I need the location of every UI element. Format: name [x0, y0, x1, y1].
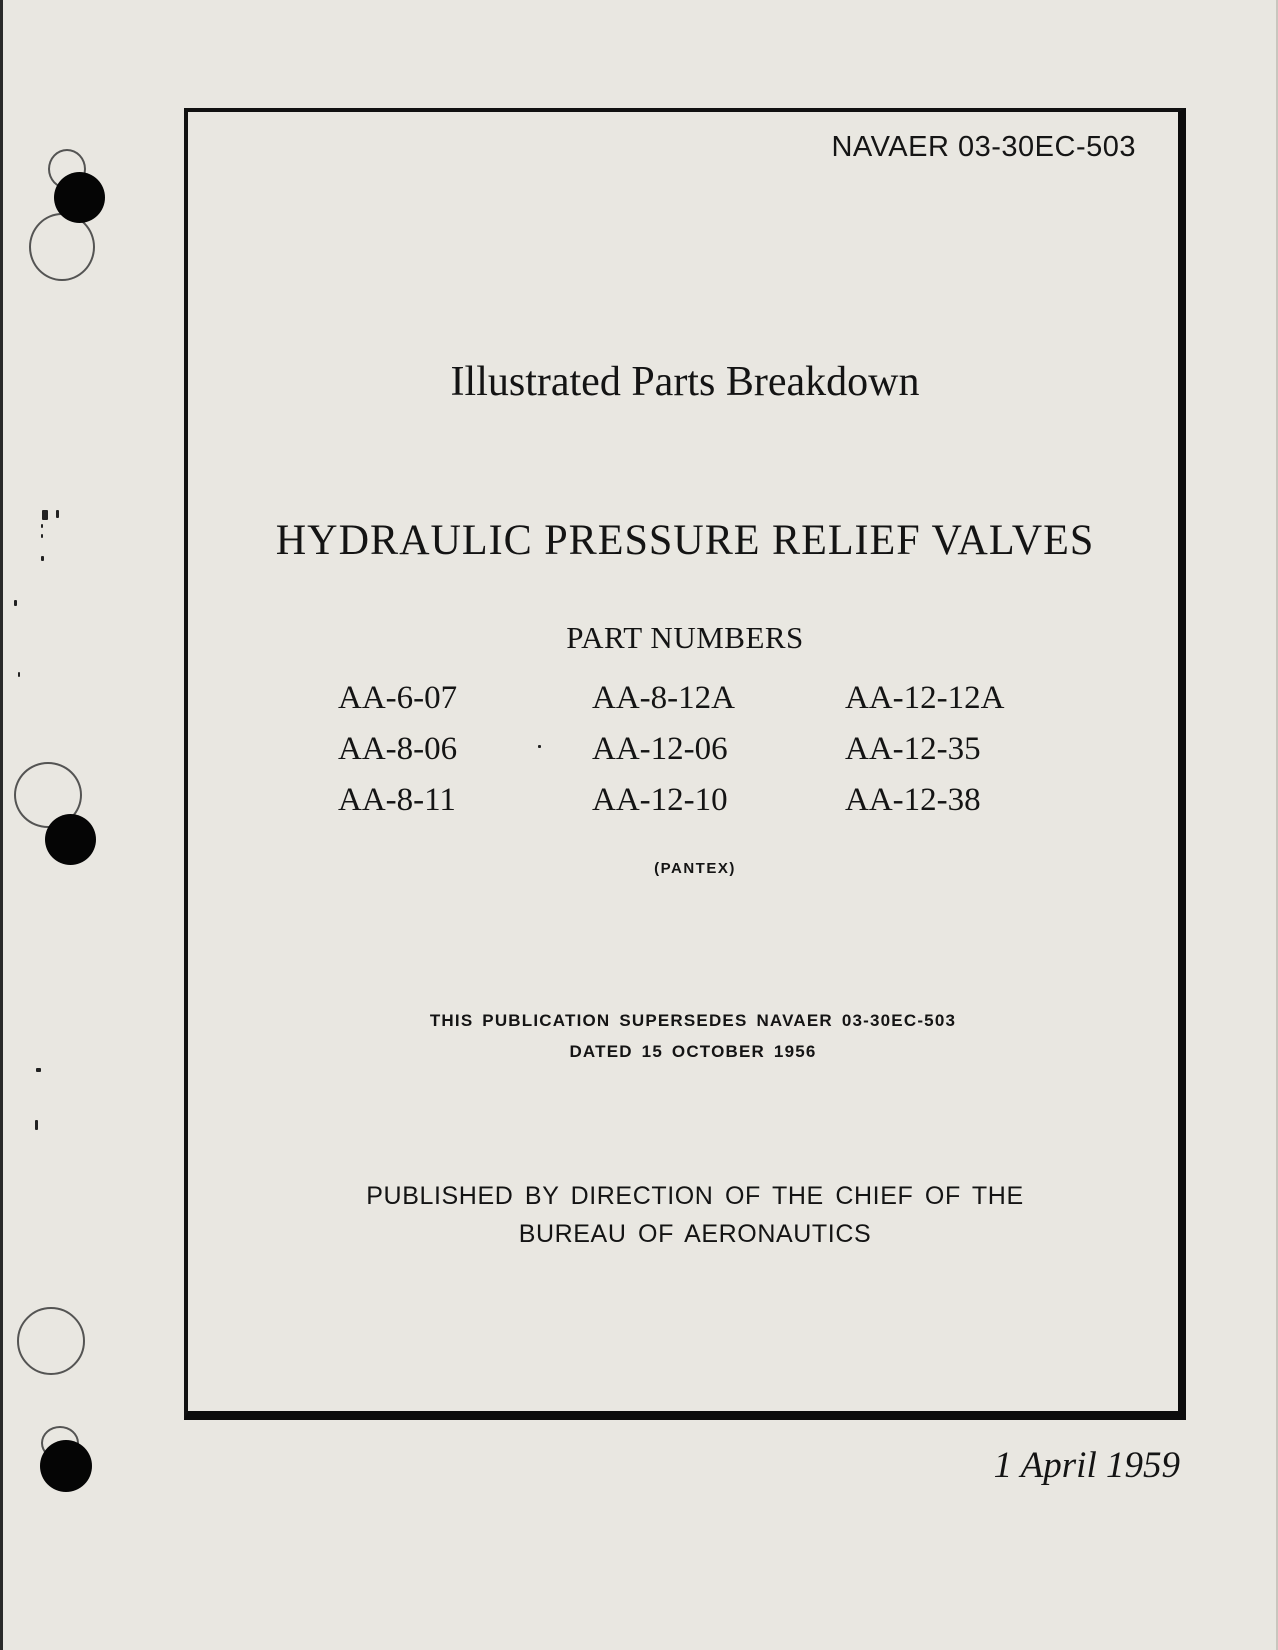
- binder-hole-punch-bottom: [40, 1440, 92, 1492]
- scan-speck: [14, 600, 17, 606]
- part-number: AA-12-35: [845, 731, 981, 767]
- scan-speck: [56, 510, 59, 518]
- category-title: Illustrated Parts Breakdown: [450, 359, 920, 405]
- scan-speck: [41, 556, 44, 561]
- supersedes-notice-line-2: DATED 15 OCTOBER 1956: [569, 1042, 817, 1061]
- main-title: HYDRAULIC PRESSURE RELIEF VALVES: [275, 517, 1095, 564]
- supersedes-notice-line-1: THIS PUBLICATION SUPERSEDES NAVAER 03-30EC-503: [429, 1011, 957, 1030]
- part-numbers-heading: PART NUMBERS: [566, 620, 804, 655]
- binder-hole-punch-top: [54, 172, 105, 223]
- part-numbers-row: [338, 680, 1038, 728]
- part-number: AA-12-10: [592, 782, 728, 818]
- scan-speck: [18, 672, 20, 677]
- scan-speck: [41, 534, 43, 538]
- part-number: AA-12-06: [592, 731, 728, 767]
- publisher-line-1: PUBLISHED BY DIRECTION OF THE CHIEF OF THE: [366, 1182, 1024, 1210]
- part-number: AA-8-11: [338, 782, 456, 818]
- binder-hole-ring-bottom: [17, 1307, 85, 1375]
- part-number: AA-12-12A: [845, 680, 1005, 716]
- scan-left-edge: [0, 0, 3, 1650]
- binder-hole-punch-middle: [45, 814, 96, 865]
- publication-date: 1 April 1959: [993, 1445, 1180, 1486]
- part-numbers-row: [338, 782, 1038, 830]
- publisher-line-2: BUREAU OF AERONAUTICS: [518, 1220, 872, 1248]
- manufacturer-name: (PANTEX): [654, 860, 736, 877]
- scan-speck: [36, 1068, 41, 1072]
- scan-speck: [42, 510, 48, 520]
- scan-speck: [41, 524, 43, 528]
- part-number: AA-8-12A: [592, 680, 735, 716]
- scan-speck: [35, 1120, 38, 1130]
- part-number: AA-12-38: [845, 782, 981, 818]
- binder-hole-ring-top-large: [29, 213, 95, 281]
- part-numbers-row: [338, 731, 1038, 779]
- document-number: NAVAER 03-30EC-503: [831, 131, 1136, 163]
- part-number: AA-6-07: [338, 680, 458, 716]
- part-number: AA-8-06: [338, 731, 458, 767]
